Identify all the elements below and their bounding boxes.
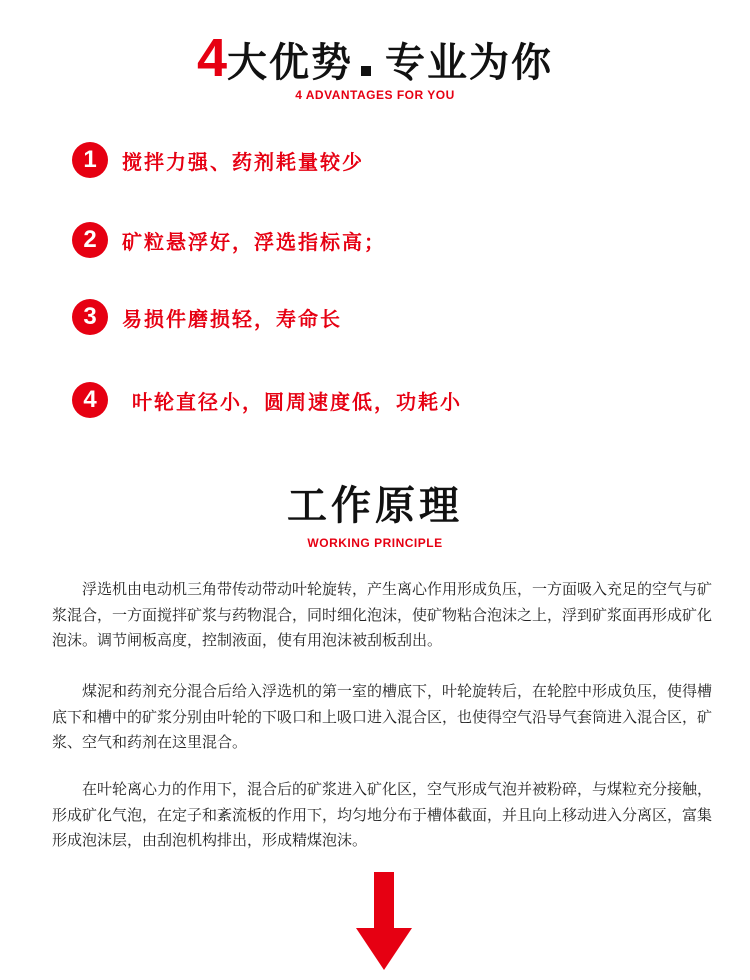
advantage-item-1 [72,140,364,180]
principle-subtitle: WORKING PRINCIPLE [307,536,443,550]
number-badge-2: 2 [72,222,108,258]
arrow-down-icon [354,872,414,976]
advantage-text-2: 矿粒悬浮好，浮选指标高； [122,229,386,254]
number-badge-4: 4 [72,382,108,418]
advantages-subtitle: 4 ADVANTAGES FOR YOU [295,88,455,102]
advantage-text-4: 叶轮直径小，圆周速度低，功耗小 [132,389,462,414]
advantages-title-part1: 大优势 [227,40,354,86]
principle-paragraph-1: 浮选机由电动机三角带传动带动叶轮旋转，产生离心作用形成负压，一方面吸入充足的空气与矿浆混合，一方面搅拌矿浆与药物混合，同时细化泡沫，使矿物粘合泡沫之上，浮到矿浆面再形成矿化泡沫。调节闸板高度，控制液面，使有用泡沫被刮板刮出。 [52,580,713,649]
advantage-item-4 [72,380,462,420]
advantage-text-1: 搅拌力强、药剂耗量较少 [122,149,364,174]
principle-title: 工作原理 [287,483,463,529]
advantage-item-3 [72,297,342,337]
title-dot [361,66,371,76]
advantage-text-3: 易损件磨损轻，寿命长 [122,306,342,331]
advantage-item-2 [72,220,386,260]
number-badge-1: 1 [72,142,108,178]
number-badge-3: 3 [72,299,108,335]
advantages-title-part2: 专业为你 [385,40,554,86]
advantages-title-number: 4 [196,28,228,88]
principle-paragraph-3: 在叶轮离心力的作用下，混合后的矿浆进入矿化区，空气形成气泡并被粉碎，与煤粒充分接触，形成矿化气泡，在定子和紊流板的作用下，均匀地分布于槽体截面，并且向上移动进入分离区，富集形成泡沫层，由刮泡机构排出，形成精煤泡沫。 [52,780,713,849]
principle-paragraph-2: 煤泥和药剂充分混合后给入浮选机的第一室的槽底下，叶轮旋转后，在轮腔中形成负压，使得槽底下和槽中的矿浆分别由叶轮的下吸口和上吸口进入混合区，也使得空气沿导气套筒进入混合区，矿浆、空气和药剂在这里混合。 [52,682,713,751]
